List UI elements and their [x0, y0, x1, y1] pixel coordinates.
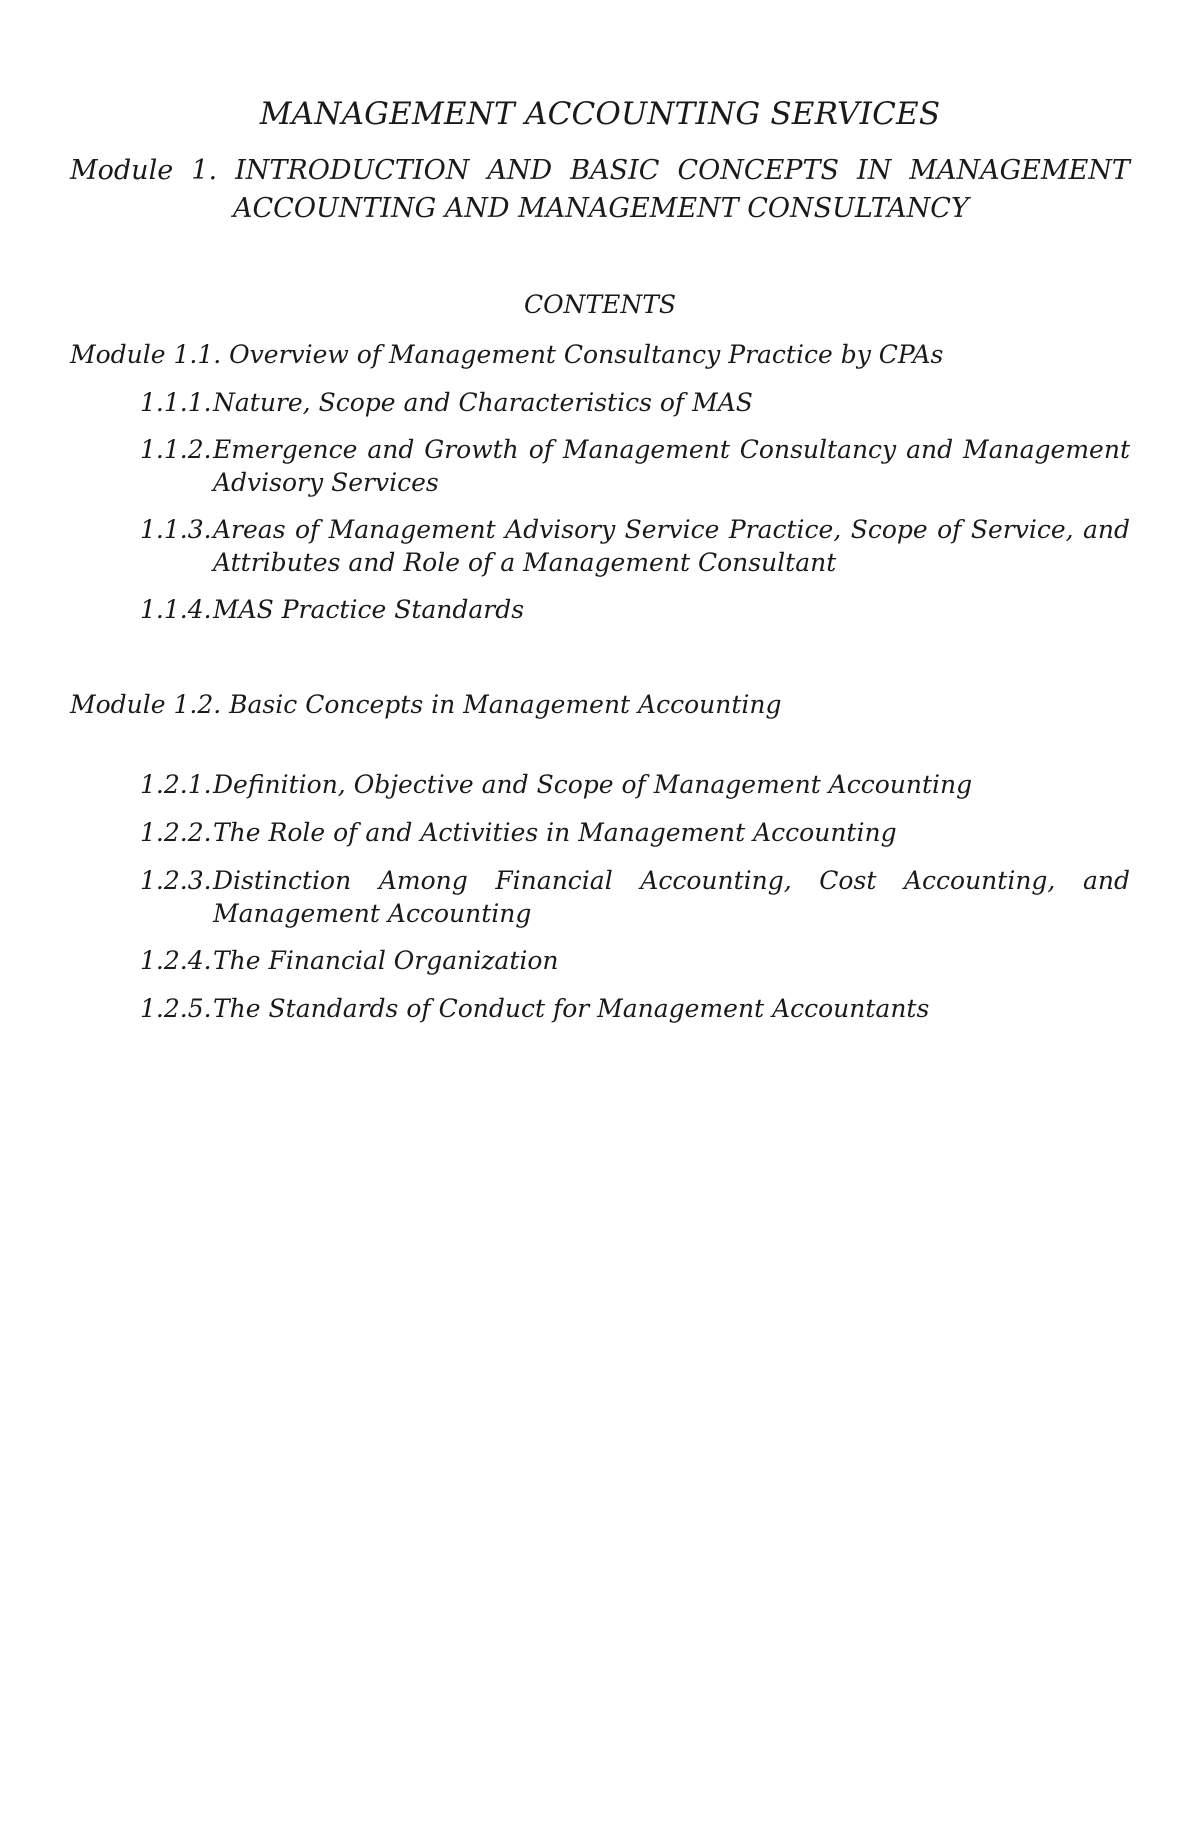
toc-item-text: Areas of Management Advisory Service Practice, Scope of Service, and Attributes and Role of a Management Consultant	[213, 515, 1130, 577]
toc-item-text: Distinction Among Financial Accounting, Cost Accounting, and Management Accounting	[213, 866, 1130, 928]
toc-item	[140, 386, 1130, 419]
heading-word: CONCEPTS	[677, 155, 839, 186]
document-title: MANAGEMENT ACCOUNTING SERVICES	[259, 96, 941, 132]
heading-word: 1.	[191, 155, 218, 186]
toc-item	[140, 433, 1130, 499]
toc-item-number: 1.2.4.	[140, 946, 212, 975]
toc-item-text: The Standards of Conduct for Management Accountants	[213, 994, 930, 1023]
toc-item-text: Definition, Objective and Scope of Management Accounting	[213, 770, 973, 799]
heading-word: MANAGEMENT	[909, 155, 1130, 186]
toc-item	[140, 944, 1130, 977]
module-heading	[70, 152, 1130, 228]
toc-item-number: 1.1.2.	[140, 435, 212, 464]
module-heading-line-1	[70, 152, 1130, 190]
toc-item-number: 1.1.3.	[140, 515, 212, 544]
toc-item	[140, 864, 1130, 930]
heading-word: INTRODUCTION	[235, 155, 470, 186]
heading-word: BASIC	[570, 155, 660, 186]
toc-item-number: 1.2.2.	[140, 818, 212, 847]
heading-word: IN	[857, 155, 892, 186]
toc-item	[140, 768, 1130, 801]
toc-item-text: The Role of and Activities in Management Accounting	[213, 818, 897, 847]
module-label-1-2: Module 1.2. Basic Concepts in Management Accounting	[70, 690, 782, 719]
toc-item-text: The Financial Organization	[213, 946, 559, 975]
heading-word: Module	[70, 155, 174, 186]
toc-item-text: Emergence and Growth of Management Consultancy and Management Advisory Services	[213, 435, 1130, 497]
toc-item-number: 1.1.4.	[140, 595, 212, 624]
toc-item	[140, 513, 1130, 579]
module-heading-line-2: ACCOUNTING AND MANAGEMENT CONSULTANCY	[233, 193, 969, 224]
heading-word: AND	[487, 155, 553, 186]
toc-item	[140, 992, 1130, 1025]
module-label-1-1: Module 1.1. Overview of Management Consultancy Practice by CPAs	[70, 340, 944, 369]
toc-item	[140, 593, 1130, 626]
toc-item-number: 1.1.1.	[140, 388, 212, 417]
toc-item	[140, 816, 1130, 849]
toc-item-number: 1.2.5.	[140, 994, 212, 1023]
toc-item-number: 1.2.1.	[140, 770, 212, 799]
contents-title: CONTENTS	[523, 290, 677, 319]
toc-item-number: 1.2.3.	[140, 866, 212, 895]
toc-item-text: MAS Practice Standards	[213, 595, 525, 624]
toc-item-text: Nature, Scope and Characteristics of MAS	[213, 388, 753, 417]
